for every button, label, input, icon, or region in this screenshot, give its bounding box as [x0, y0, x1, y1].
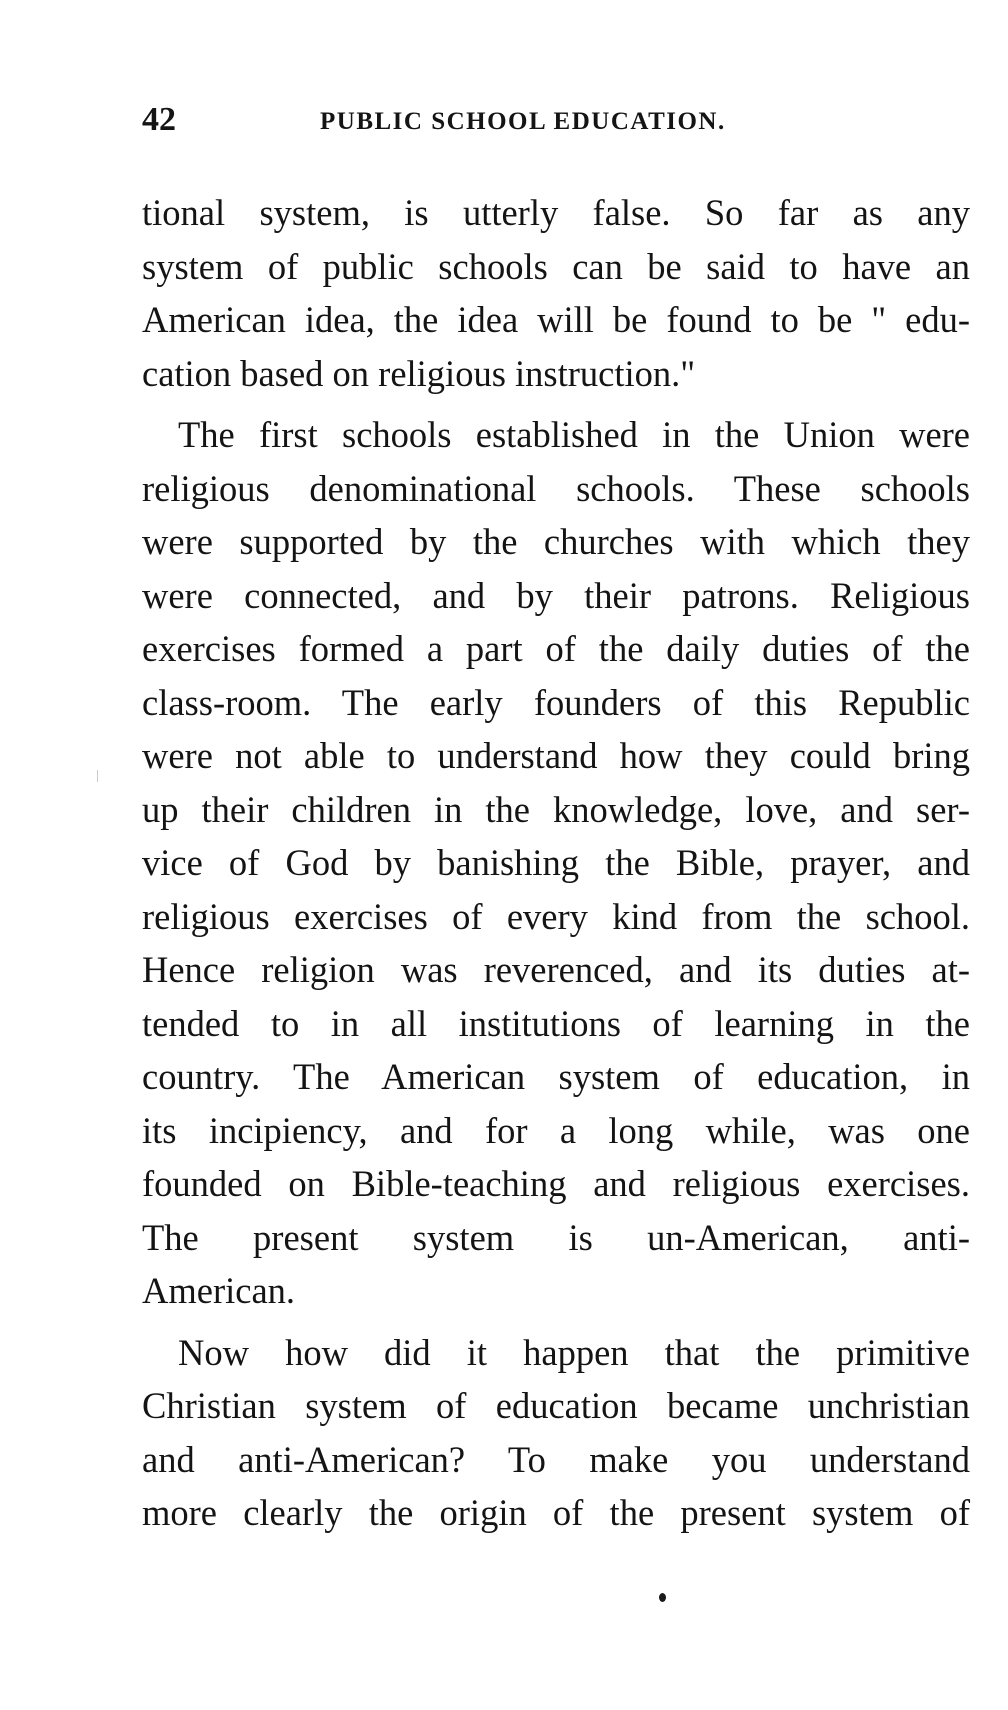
text-line: Hence religion was reverenced, and its duties at-	[142, 949, 970, 990]
text-line: The first schools established in the Union were	[178, 414, 970, 455]
text-line: vice of God by banishing the Bible, prayer, and	[142, 842, 970, 883]
page-number: 42	[142, 101, 176, 138]
text-line: were not able to understand how they could bring	[142, 735, 970, 776]
text-line: religious exercises of every kind from the school.	[142, 895, 970, 937]
text-line: American idea, the idea will be found to be " edu-	[142, 299, 970, 340]
text-line: and anti-American? To make you understand	[142, 1438, 970, 1480]
text-line: system of public schools can be said to have an	[142, 245, 970, 287]
text-line: class-room. The early founders of this Republic	[142, 681, 970, 723]
text-line: religious denominational schools. These schools	[142, 467, 970, 509]
text-line: were supported by the churches with which they	[142, 521, 970, 562]
paragraph-2	[142, 408, 970, 1318]
page-header	[142, 96, 970, 144]
text-line: Christian system of education became unchristian	[142, 1385, 970, 1426]
text-line: more clearly the origin of the present system of	[142, 1492, 970, 1533]
margin-mark	[97, 770, 98, 782]
text-line: The present system is un-American, anti-	[142, 1216, 970, 1258]
text-line: founded on Bible-teaching and religious exercises.	[142, 1163, 970, 1204]
text-line: up their children in the knowledge, love, and ser-	[142, 788, 970, 830]
text-line: tional system, is utterly false. So far as any	[142, 192, 970, 233]
body-text	[142, 186, 970, 1548]
text-line: exercises formed a part of the daily duties of the	[142, 628, 970, 669]
text-line: cation based on religious instruction."	[142, 352, 696, 394]
text-line: tended to in all institutions of learning in the	[142, 1002, 970, 1044]
text-line: American.	[142, 1270, 296, 1311]
paragraph-1	[142, 186, 970, 400]
ink-speck	[659, 1593, 666, 1602]
text-line: its incipiency, and for a long while, was one	[142, 1109, 970, 1151]
running-head: PUBLIC SCHOOL EDUCATION.	[320, 108, 726, 135]
text-line: were connected, and by their patrons. Religious	[142, 574, 970, 616]
paragraph-3	[142, 1326, 970, 1540]
text-line: Now how did it happen that the primitive	[178, 1331, 970, 1373]
text-line: country. The American system of education, in	[142, 1056, 970, 1097]
